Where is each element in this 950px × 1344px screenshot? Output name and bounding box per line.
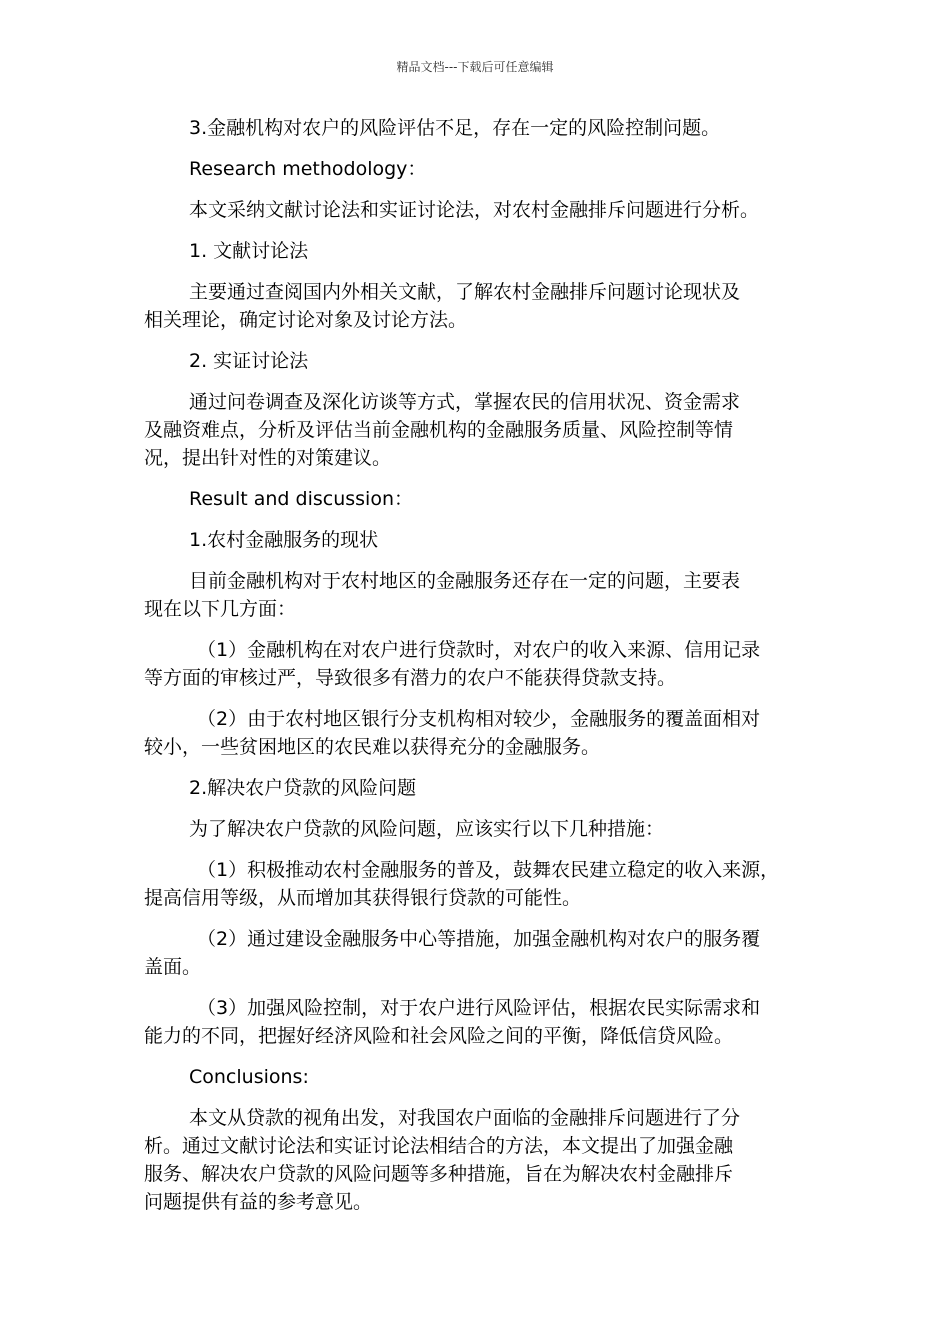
subheading: 2.解决农户贷款的风险问题 <box>189 777 417 799</box>
section-heading: Conclusions: <box>189 1066 309 1088</box>
paragraph: 目前金融机构对于农村地区的金融服务还存在一定的问题，主要表 现在以下几方面： <box>144 570 741 620</box>
list-item: （3）加强风险控制，对于农户进行风险评估，根据农民实际需求和 能力的不同，把握好经济风险和社会风险之间的平衡，降低信贷风险。 <box>144 997 761 1047</box>
subheading: 1.农村金融服务的现状 <box>189 529 379 551</box>
document-body <box>144 114 814 1229</box>
page-header: 精品文档---下载后可任意编辑 <box>396 60 554 74</box>
list-item: （1）金融机构在对农户进行贷款时，对农户的收入来源、信用记录 等方面的审核过严，导致很多有潜力的农户不能获得贷款支持。 <box>144 639 761 689</box>
paragraph: 为了解决农户贷款的风险问题，应该实行以下几种措施： <box>189 818 665 840</box>
paragraph: 本文从贷款的视角出发，对我国农户面临的金融排斥问题进行了分 析。通过文献讨论法和实证讨论法相结合的方法，本文提出了加强金融 服务、解决农户贷款的风险问题等多种措施，旨在为解决农村金融排斥 问题提供有益的参考意见。 <box>144 1107 741 1213</box>
paragraph: 主要通过查阅国内外相关文献，了解农村金融排斥问题讨论现状及 相关理论，确定讨论对象及讨论方法。 <box>144 281 741 331</box>
list-item: （2）由于农村地区银行分支机构相对较少，金融服务的覆盖面相对 较小，一些贫困地区的农民难以获得充分的金融服务。 <box>144 708 761 758</box>
list-item: （2）通过建设金融服务中心等措施，加强金融机构对农户的服务覆 盖面。 <box>144 928 761 978</box>
paragraph: 本文采纳文献讨论法和实证讨论法，对农村金融排斥问题进行分析。 <box>189 199 760 221</box>
paragraph: 通过问卷调查及深化访谈等方式，掌握农民的信用状况、资金需求 及融资难点，分析及评估当前金融机构的金融服务质量、风险控制等情 况，提出针对性的对策建议。 <box>144 391 741 469</box>
subheading: 2. 实证讨论法 <box>189 350 309 372</box>
list-item: （1）积极推动农村金融服务的普及，鼓舞农民建立稳定的收入来源， 提高信用等级，从而增加其获得银行贷款的可能性。 <box>144 859 780 909</box>
subheading: 1. 文献讨论法 <box>189 240 309 262</box>
paragraph: 3.金融机构对农户的风险评估不足，存在一定的风险控制问题。 <box>189 117 721 139</box>
section-heading: Result and discussion： <box>189 488 414 510</box>
section-heading: Research methodology： <box>189 158 427 180</box>
